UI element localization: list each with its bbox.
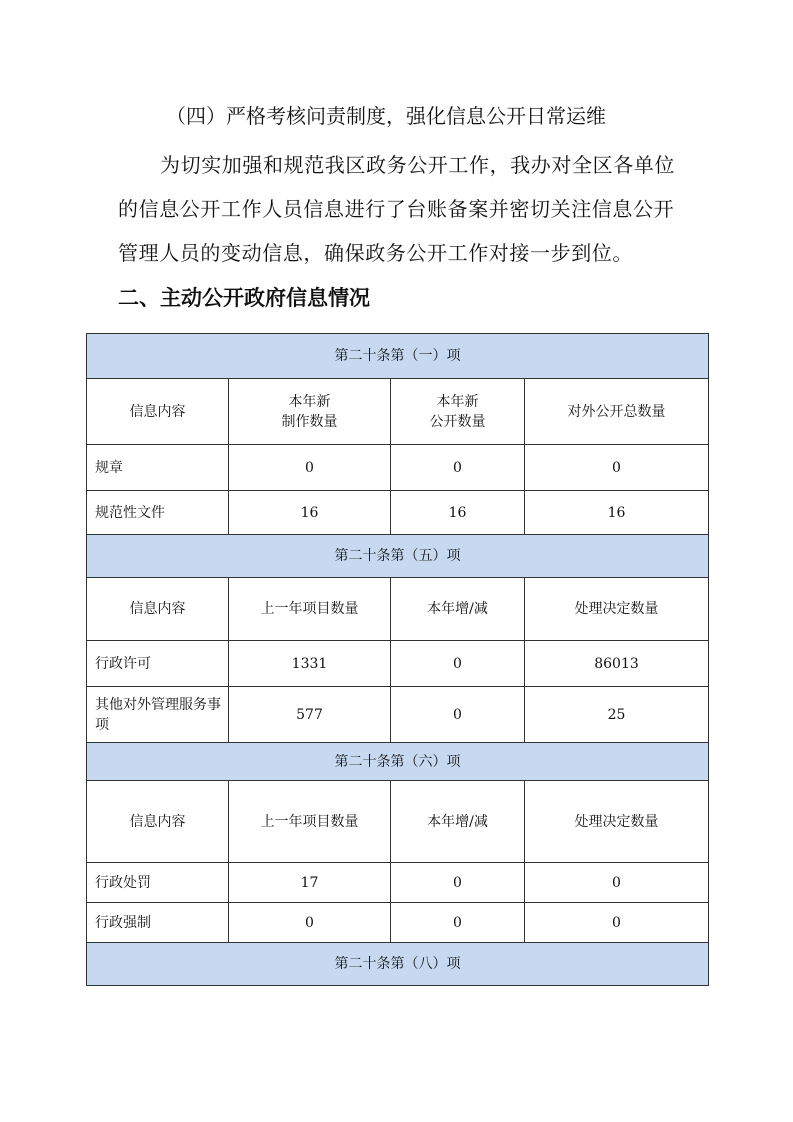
header-cell: 本年新 公开数量	[391, 379, 525, 445]
header-cell: 处理决定数量	[525, 578, 709, 641]
row-label: 规章	[87, 445, 229, 491]
header-cell: 信息内容	[87, 578, 229, 641]
header-cell: 信息内容	[87, 379, 229, 445]
value-cell: 0	[229, 445, 391, 491]
header-cell: 上一年项目数量	[229, 781, 391, 863]
header-cell: 本年增/减	[391, 578, 525, 641]
value-cell: 0	[229, 903, 391, 943]
header-cell: 处理决定数量	[525, 781, 709, 863]
section-title: 第二十条第（五）项	[87, 535, 709, 578]
value-cell: 0	[525, 903, 709, 943]
value-cell: 0	[391, 687, 525, 743]
value-cell: 577	[229, 687, 391, 743]
section-title-row	[87, 334, 709, 379]
body-paragraph: 为切实加强和规范我区政务公开工作，我办对全区各单位的信息公开工作人员信息进行了台账备案并密切关注信息公开管理人员的变动信息，确保政务公开工作对接一步到位。	[118, 153, 675, 265]
header-cell: 本年增/减	[391, 781, 525, 863]
header-row	[87, 578, 709, 641]
section-title-row	[87, 743, 709, 781]
table-row	[87, 687, 709, 743]
header-row	[87, 781, 709, 863]
table-row	[87, 903, 709, 943]
table-row	[87, 641, 709, 687]
value-cell: 25	[525, 687, 709, 743]
value-cell: 0	[391, 863, 525, 903]
value-cell: 16	[229, 491, 391, 535]
section-title-row	[87, 535, 709, 578]
section-title: 第二十条第（六）项	[87, 743, 709, 781]
value-cell: 0	[391, 903, 525, 943]
section-title-row	[87, 943, 709, 986]
disclosure-table	[86, 333, 709, 986]
value-cell: 0	[391, 641, 525, 687]
table-row	[87, 445, 709, 491]
value-cell: 0	[391, 445, 525, 491]
section-title: 第二十条第（一）项	[87, 334, 709, 379]
row-label: 行政强制	[87, 903, 229, 943]
table-row	[87, 863, 709, 903]
value-cell: 86013	[525, 641, 709, 687]
section-heading: 二、主动公开政府信息情况	[118, 286, 370, 310]
value-cell: 16	[525, 491, 709, 535]
value-cell: 17	[229, 863, 391, 903]
row-label: 其他对外管理服务事项	[87, 687, 229, 743]
row-label: 行政许可	[87, 641, 229, 687]
header-cell: 信息内容	[87, 781, 229, 863]
header-row	[87, 379, 709, 445]
value-cell: 1331	[229, 641, 391, 687]
subheading: （四）严格考核问责制度，强化信息公开日常运维	[166, 104, 606, 128]
row-label: 规范性文件	[87, 491, 229, 535]
table-row	[87, 491, 709, 535]
value-cell: 16	[391, 491, 525, 535]
section-title: 第二十条第（八）项	[87, 943, 709, 986]
row-label: 行政处罚	[87, 863, 229, 903]
header-cell: 本年新 制作数量	[229, 379, 391, 445]
header-cell: 对外公开总数量	[525, 379, 709, 445]
value-cell: 0	[525, 863, 709, 903]
header-cell: 上一年项目数量	[229, 578, 391, 641]
value-cell: 0	[525, 445, 709, 491]
